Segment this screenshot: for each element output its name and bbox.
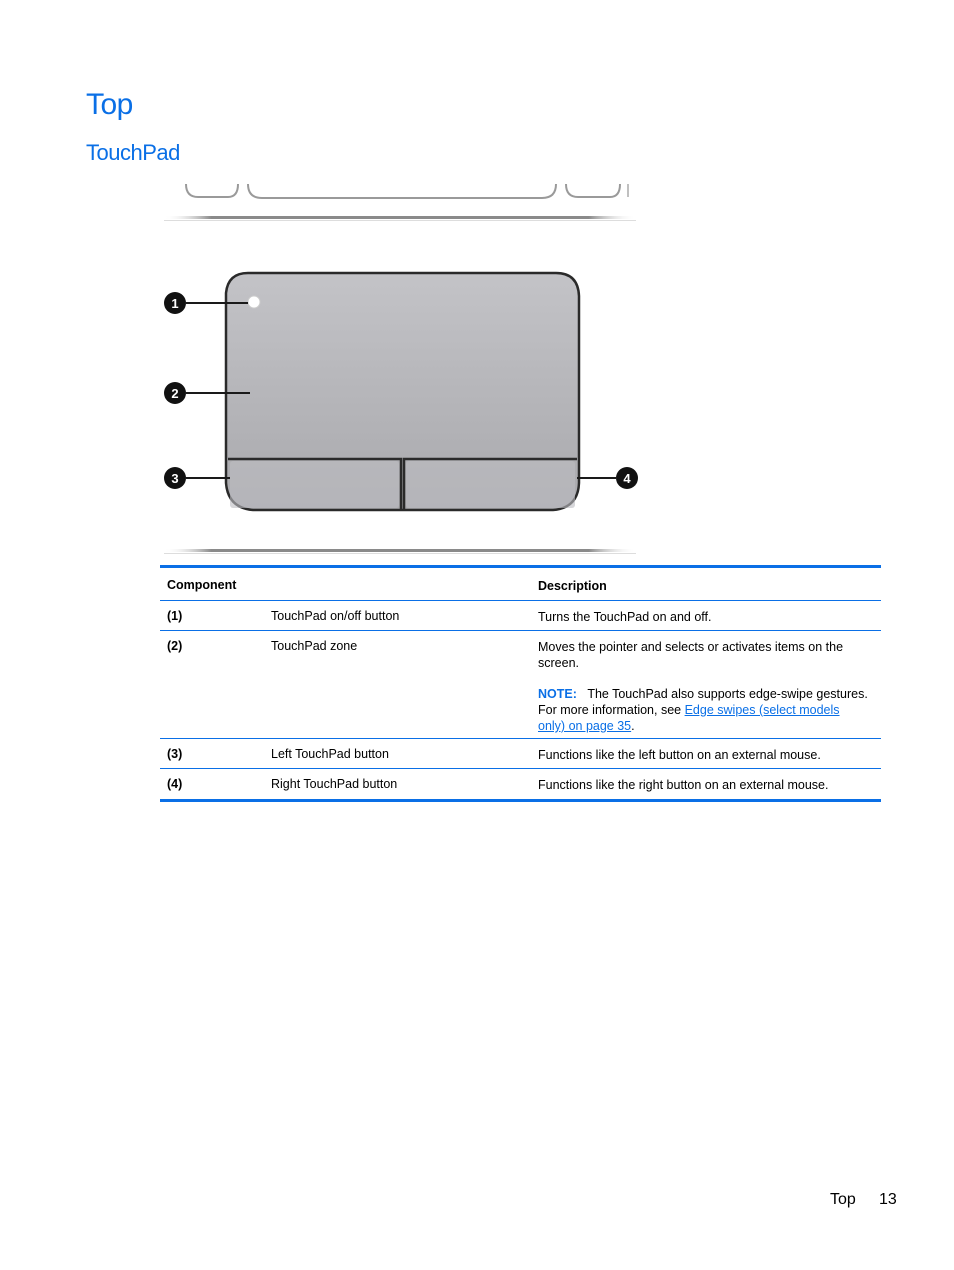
row-description [538,639,868,734]
table-row [160,631,881,739]
touchpad-on-off-indicator-icon [248,296,260,308]
row-component: Right TouchPad button [271,777,398,791]
row-description: Functions like the left button on an external mouse. [538,748,821,762]
description-text: Moves the pointer and selects or activates items on the screen. [538,640,844,670]
callout-2-icon [164,382,186,404]
keyboard-edge [164,184,636,221]
touchpad-illustration [158,178,644,560]
note-label: NOTE: [538,687,577,701]
component-table [160,565,881,802]
page-heading: Top [86,88,133,121]
table-row [160,769,881,799]
row-component: TouchPad zone [271,639,358,653]
table-header-row [160,568,881,601]
table-row [160,601,881,631]
section-heading: TouchPad [86,140,180,165]
svg-text:2: 2 [171,386,179,401]
note-text: The TouchPad also supports edge-swipe gestures. For more information, see [538,687,868,717]
edge-swipes-link[interactable]: Edge swipes (select models only) on page 35 [538,703,840,733]
footer-section-title: Top [830,1191,856,1208]
note-paragraph [538,686,868,734]
row-number: (2) [167,639,183,653]
callout-4-icon [616,467,638,489]
page-number: 13 [879,1191,897,1208]
svg-text:3: 3 [171,471,179,486]
row-description: Turns the TouchPad on and off. [538,610,712,624]
row-number: (4) [167,777,183,791]
row-number: (3) [167,747,183,761]
callout-3-icon [164,467,186,489]
touchpad [226,273,579,510]
row-description: Functions like the right button on an external mouse. [538,778,829,792]
note-end: . [631,719,635,733]
row-number: (1) [167,609,183,623]
row-component: TouchPad on/off button [271,609,400,623]
callout-1-icon [164,292,186,314]
header-component: Component [167,578,237,592]
row-component: Left TouchPad button [271,747,389,761]
svg-text:1: 1 [171,296,179,311]
header-description: Description [538,579,607,593]
svg-text:4: 4 [623,471,631,486]
table-row [160,739,881,769]
